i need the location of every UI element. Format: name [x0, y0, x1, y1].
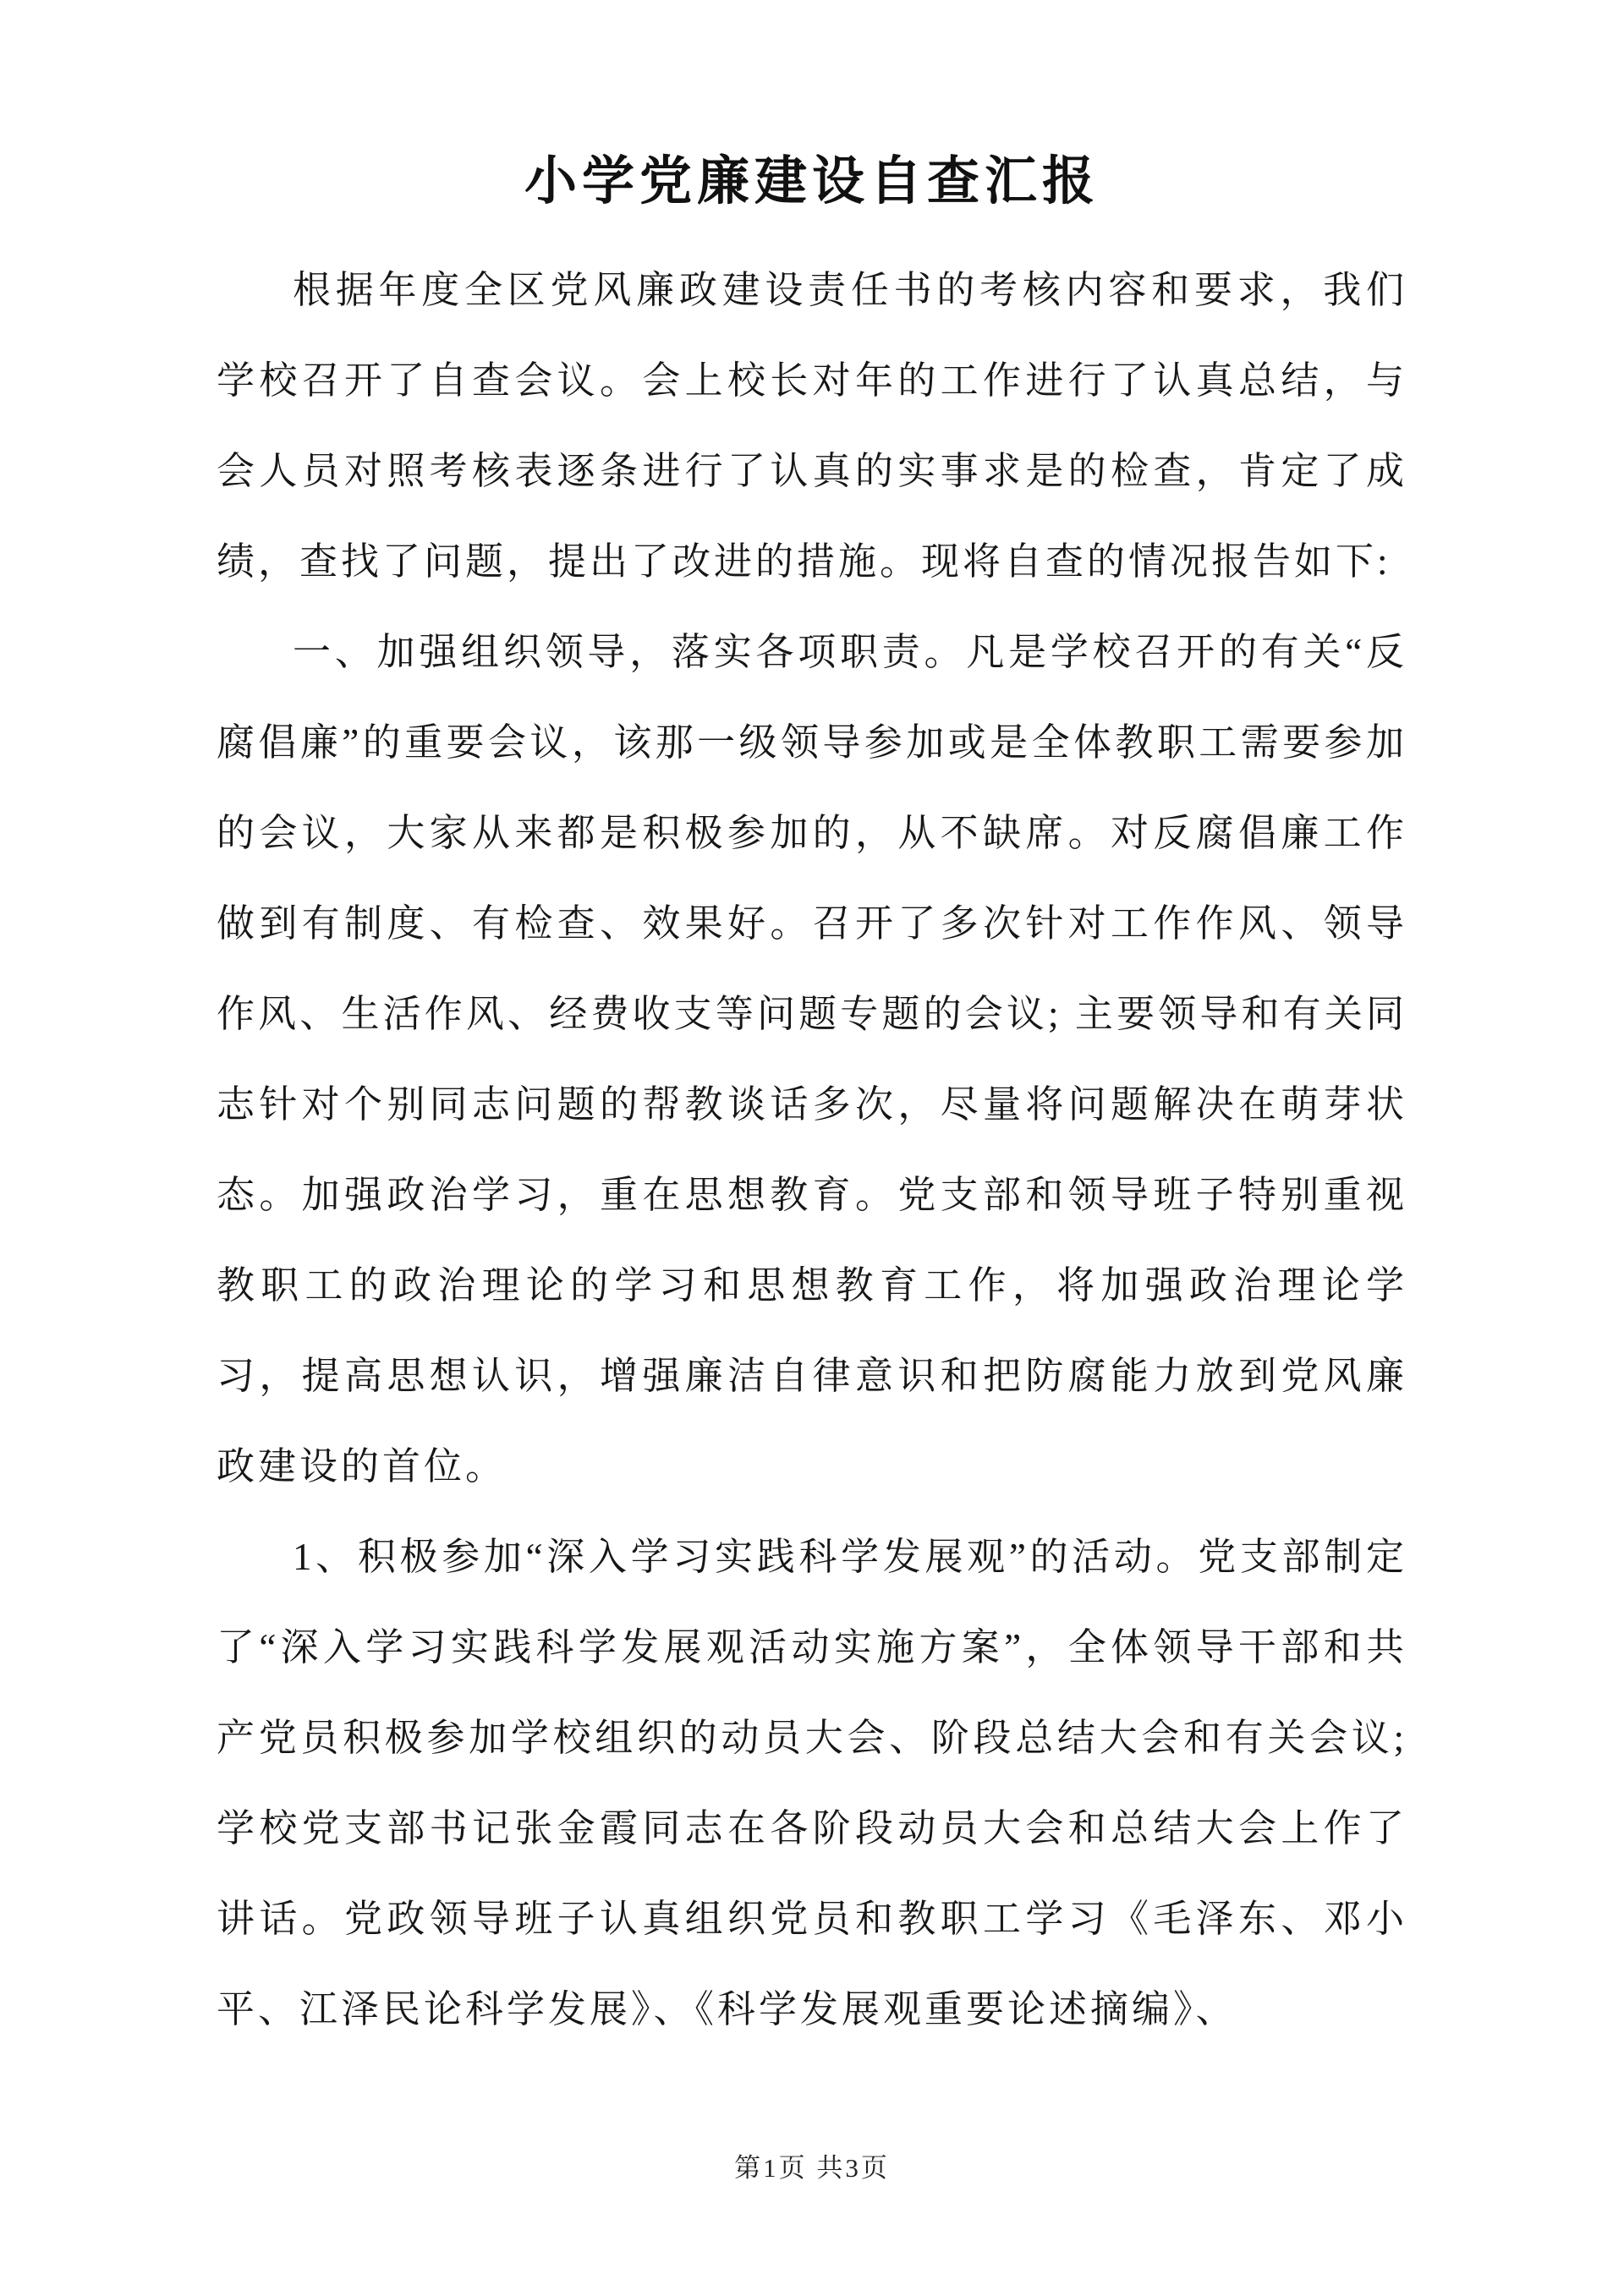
document-title: 小学党廉建设自查汇报 [524, 153, 1100, 211]
paragraph-section-one: 一、加强组织领导，落实各项职责。凡是学校召开的有关“反腐倡廉”的重要会议，该那一级领导参加或是全体教职工需要参加的会议，大家从来都是积极参加的，从不缺席。对反腐倡廉工作做到有制度、有检查、效果好。召开了多次针对工作作风、领导作风、生活作风、经费收支等问题专题的会议; 主要领导和有关同志针对个别同志问题的帮教谈话多次，尽量将问题解决在萌芽状态。加强政治学习，重在思想教育。党支部和领导班子特别重视教职工的政治理论的学习和思想教育工作，将加强政治理论学习，提高思想认识，增强廉洁自律意识和把防腐能力放到党风廉政建设的首位。 [217, 631, 1407, 1488]
paragraph-intro: 根据年度全区党风廉政建设责任书的考核内容和要求，我们学校召开了自查会议。会上校长对年的工作进行了认真总结，与会人员对照考核表逐条进行了认真的实事求是的检查，肯定了成绩，查找了问题，提出了改进的措施。现将自查的情况报告如下: [217, 269, 1407, 584]
page-number: 第1页 共3页 [734, 2153, 890, 2183]
document-body [217, 245, 1407, 2055]
paragraph-item-one: 1、积极参加“深入学习实践科学发展观”的活动。党支部制定了“深入学习实践科学发展观活动实施方案”，全体领导干部和共产党员积极参加学校组织的动员大会、阶段总结大会和有关会议; 学校党支部书记张金霞同志在各阶段动员大会和总结大会上作了讲话。党政领导班子认真组织党员和教职工学习《毛泽东、邓小平、江泽民论科学发展》、《科学发展观重要论述摘编》、 [217, 1536, 1407, 2031]
